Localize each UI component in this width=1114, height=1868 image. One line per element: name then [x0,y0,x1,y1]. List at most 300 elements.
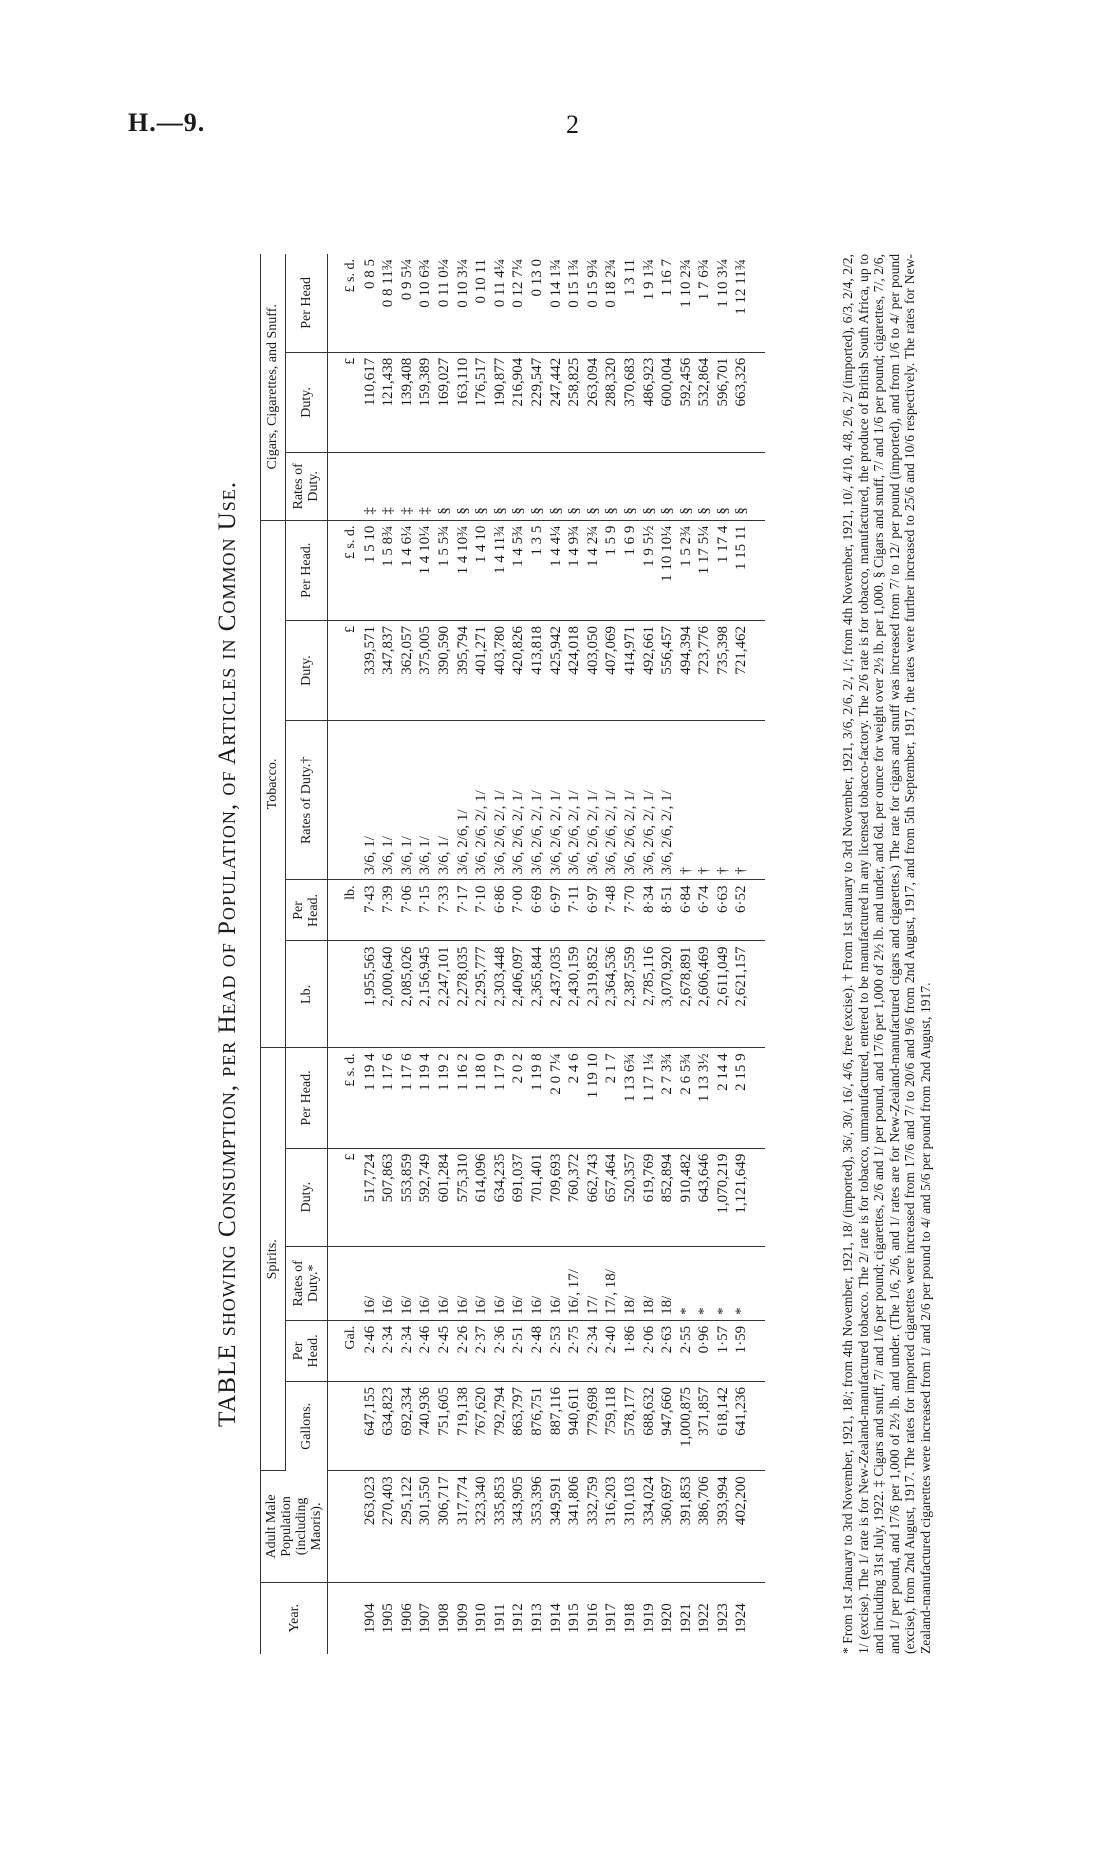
cell-tobacco-per-head: 6·86 [491,880,510,941]
cell-cigars-duty: 486,923 [640,352,659,452]
cell-cigars-per-head: 0 8 5 [361,254,380,352]
cell-spirits-duty: 507,863 [379,1148,398,1246]
table-row [565,254,584,1654]
cell-tobacco-duty: 721,462 [732,620,765,720]
cell-tobacco-rate: 3/6, 1/ [435,721,454,880]
table-row [528,254,547,1654]
cell-tobacco-duty-per-head: 1 17 4 [714,520,733,620]
cell-spirits-duty: 662,743 [584,1148,603,1246]
table-title [214,234,242,1674]
cell-tobacco-duty: 362,057 [398,620,417,720]
cell-tobacco-per-head: 7·43 [361,880,380,941]
cell-spirits-per-head: 2·55 [677,1320,696,1381]
cell-spirits-per-head: 2·63 [658,1320,677,1381]
cell-cigars-duty: 532,864 [695,352,714,452]
cell-gallons: 578,177 [621,1381,640,1470]
cell-tobacco-rate: † [695,721,714,880]
cell-tobacco-duty: 723,776 [695,620,714,720]
cell-tobacco-duty: 492,661 [640,620,659,720]
cell-cigars-rate: § [472,453,491,521]
col-cigars-per-head: Per Head [285,254,327,352]
cell-spirits-rate: 16/ [454,1246,473,1320]
col-tobacco-duty-per-head: Per Head. [285,520,327,620]
cell-tobacco-rate: 3/6, 2/6, 2/, 1/ [509,721,528,880]
cell-cigars-duty: 110,617 [361,352,380,452]
cell-tobacco-lb: 2,365,844 [528,941,547,1048]
cell-spirits-per-head: 2·34 [398,1320,417,1381]
col-cigars-rates: Rates of Duty. [285,453,327,521]
cell-tobacco-rate: 3/6, 2/6, 1/ [454,721,473,880]
cell-tobacco-rate: 3/6, 2/6, 2/, 1/ [602,721,621,880]
cell-population: 310,103 [621,1471,640,1582]
table-row [547,254,566,1654]
col-spirits-per-head: Per Head. [285,1320,327,1381]
cell-tobacco-duty: 390,590 [435,620,454,720]
cell-population: 295,122 [398,1471,417,1582]
col-spirits-duty: Duty. [285,1148,327,1246]
cell-tobacco-duty: 401,271 [472,620,491,720]
cell-year: 1905 [380,1603,397,1634]
cell-spirits-per-head: 1·86 [621,1320,640,1381]
cell-tobacco-rate: 3/6, 1/ [361,721,380,880]
cell-tobacco-duty: 425,942 [547,620,566,720]
cell-spirits-duty: 634,235 [491,1148,510,1246]
cell-tobacco-lb: 2,606,469 [695,941,714,1048]
cell-tobacco-lb: 2,319,852 [584,941,603,1048]
cell-tobacco-per-head: 7·11 [565,880,584,941]
cell-tobacco-per-head: 8·51 [658,880,677,941]
cell-tobacco-duty: 420,826 [509,620,528,720]
cell-spirits-per-head: 2·51 [509,1320,528,1381]
cell-gallons: 647,155 [361,1381,380,1470]
cell-year: 1910 [473,1603,490,1634]
cell-cigars-per-head: 0 13 0 [528,254,547,352]
unit-lb: lb. [328,880,361,941]
cell-spirits-rate: 16/ [435,1246,454,1320]
cell-tobacco-per-head: 6·63 [714,880,733,941]
cell-tobacco-rate: † [714,721,733,880]
cell-tobacco-per-head: 7·17 [454,880,473,941]
cell-year: 1924 [733,1603,750,1634]
cell-population: 270,403 [379,1471,398,1582]
cell-tobacco-per-head: 8·34 [640,880,659,941]
cell-tobacco-lb: 2,611,049 [714,941,733,1048]
cell-spirits-duty-per-head: 1 16 2 [454,1048,473,1148]
cell-cigars-per-head: 0 10 3¼ [454,254,473,352]
cell-tobacco-duty: 339,571 [361,620,380,720]
cell-cigars-duty: 139,408 [398,352,417,452]
unit-lsd: £ s. d. [328,520,361,620]
cell-cigars-duty: 176,517 [472,352,491,452]
cell-cigars-duty: 190,877 [491,352,510,452]
cell-tobacco-rate: 3/6, 1/ [416,721,435,880]
cell-spirits-duty: 614,096 [472,1148,491,1246]
cell-spirits-duty: 691,037 [509,1148,528,1246]
cell-tobacco-duty-per-head: 1 3 5 [528,520,547,620]
cell-tobacco-duty: 403,780 [491,620,510,720]
cell-population: 334,024 [640,1471,659,1582]
table-row [584,254,603,1654]
cell-cigars-per-head: 0 12 7¼ [509,254,528,352]
cell-spirits-rate: 16/ [361,1246,380,1320]
cell-spirits-duty-per-head: 2 7 3¾ [658,1048,677,1148]
cell-cigars-per-head: 0 8 11¾ [379,254,398,352]
cell-cigars-per-head: 1 16 7 [658,254,677,352]
cell-cigars-duty: 663,326 [732,352,765,452]
cell-tobacco-rate: 3/6, 1/ [398,721,417,880]
col-tobacco-duty: Duty. [285,620,327,720]
cell-tobacco-duty-per-head: 1 5 5¾ [435,520,454,620]
cell-spirits-rate: * [677,1246,696,1320]
cell-spirits-per-head: 1·59 [732,1320,765,1381]
cell-spirits-duty: 643,646 [695,1148,714,1246]
cell-gallons: 792,794 [491,1381,510,1470]
cell-tobacco-lb: 2,387,559 [621,941,640,1048]
cell-year: 1908 [435,1603,452,1634]
cell-spirits-per-head: 2·46 [361,1320,380,1381]
cell-tobacco-per-head: 7·48 [602,880,621,941]
table-row [472,254,491,1654]
cell-cigars-rate: § [714,453,733,521]
cell-year: 1920 [659,1603,676,1634]
table-row [435,254,454,1654]
cell-tobacco-duty-per-head: 1 5 2¾ [677,520,696,620]
group-cigars: Cigars, Cigarettes, and Snuff. [261,254,286,520]
cell-spirits-per-head: 2·34 [379,1320,398,1381]
cell-gallons: 940,611 [565,1381,584,1470]
cell-tobacco-lb: 2,303,448 [491,941,510,1048]
cell-tobacco-duty-per-head: 1 5 10 [361,520,380,620]
cell-spirits-per-head: 2·48 [528,1320,547,1381]
cell-tobacco-duty-per-head: 1 4 10¾ [454,520,473,620]
table-row [454,254,473,1654]
cell-year: 1906 [398,1603,415,1634]
table-row [491,254,510,1654]
cell-gallons: 947,660 [658,1381,677,1470]
cell-year: 1915 [566,1603,583,1634]
cell-tobacco-duty: 347,837 [379,620,398,720]
cell-tobacco-lb: 2,785,116 [640,941,659,1048]
cell-tobacco-rate: 3/6, 1/ [379,721,398,880]
cell-tobacco-rate: † [677,721,696,880]
cell-tobacco-duty-per-head: 1 4 4¼ [547,520,566,620]
cell-population: 341,806 [565,1471,584,1582]
cell-cigars-rate: ‡ [398,453,417,521]
cell-tobacco-per-head: 7·39 [379,880,398,941]
cell-spirits-per-head: 1·57 [714,1320,733,1381]
cell-cigars-per-head: 0 10 6¾ [416,254,435,352]
cell-cigars-per-head: 0 15 9¾ [584,254,603,352]
cell-spirits-per-head: 2·75 [565,1320,584,1381]
cell-year: 1904 [361,1603,378,1634]
cell-tobacco-duty-per-head: 1 4 9¾ [565,520,584,620]
cell-gallons: 634,823 [379,1381,398,1470]
cell-cigars-rate: § [528,453,547,521]
cell-cigars-rate: § [677,453,696,521]
col-spirits-duty-per-head: Per Head. [285,1048,327,1148]
cell-tobacco-lb: 2,678,891 [677,941,696,1048]
cell-cigars-rate: § [509,453,528,521]
cell-tobacco-duty-per-head: 1 5 8¾ [379,520,398,620]
table-row [677,254,696,1654]
col-tobacco-rates: Rates of Duty.† [285,721,327,880]
cell-spirits-duty-per-head: 1 17 1¼ [640,1048,659,1148]
cell-tobacco-per-head: 6·74 [695,880,714,941]
cell-cigars-rate: § [547,453,566,521]
cell-year: 1907 [417,1603,434,1634]
cell-spirits-rate: 16/, 17/ [565,1246,584,1320]
cell-spirits-duty-per-head: 1 19 10 [584,1048,603,1148]
cell-tobacco-rate: 3/6, 2/6, 2/, 1/ [491,721,510,880]
cell-cigars-rate: ‡ [361,453,380,521]
title-rest: showing Consumption, per Head of Population, of Articles in Common Use. [214,480,241,1337]
table-row [732,254,765,1654]
cell-tobacco-duty-per-head: 1 10 10¼ [658,520,677,620]
cell-spirits-per-head: 0·96 [695,1320,714,1381]
cell-population: 332,759 [584,1471,603,1582]
cell-spirits-duty-per-head: 1 17 6 [379,1048,398,1148]
cell-spirits-duty-per-head: 1 19 4 [361,1048,380,1148]
cell-gallons: 688,632 [640,1381,659,1470]
cell-spirits-rate: * [695,1246,714,1320]
unit-gal: Gal. [328,1320,361,1381]
cell-cigars-duty: 263,094 [584,352,603,452]
col-population: Adult Male Population (including Maoris). [261,1471,328,1582]
cell-tobacco-per-head: 7·15 [416,880,435,941]
unit-pound: £ [328,1148,361,1246]
cell-spirits-rate: 16/ [416,1246,435,1320]
cell-spirits-rate: 16/ [379,1246,398,1320]
cell-spirits-duty-per-head: 1 19 2 [435,1048,454,1148]
cell-spirits-rate: 16/ [509,1246,528,1320]
cell-spirits-duty-per-head: 1 17 6 [398,1048,417,1148]
cell-spirits-duty: 619,769 [640,1148,659,1246]
cell-spirits-per-head: 2·45 [435,1320,454,1381]
cell-tobacco-rate: † [732,721,765,880]
col-spirits-rates: Rates of Duty.* [285,1246,327,1320]
table-row [509,254,528,1654]
cell-tobacco-lb: 2,621,157 [732,941,765,1048]
cell-cigars-duty: 163,110 [454,352,473,452]
cell-spirits-per-head: 2·06 [640,1320,659,1381]
cell-spirits-rate: 18/ [621,1246,640,1320]
cell-cigars-per-head: 1 10 3¼ [714,254,733,352]
cell-tobacco-duty-per-head: 1 4 10¼ [416,520,435,620]
cell-cigars-rate: § [640,453,659,521]
unit-pound: £ [328,352,361,452]
cell-cigars-rate: § [454,453,473,521]
cell-spirits-duty: 760,372 [565,1148,584,1246]
cell-spirits-duty: 701,401 [528,1148,547,1246]
cell-tobacco-duty-per-head: 1 17 5¼ [695,520,714,620]
cell-tobacco-duty: 414,971 [621,620,640,720]
cell-tobacco-duty-per-head: 1 9 5½ [640,520,659,620]
cell-spirits-duty-per-head: 2 0 2 [509,1048,528,1148]
cell-cigars-per-head: 0 15 1¾ [565,254,584,352]
cell-tobacco-per-head: 7·06 [398,880,417,941]
cell-spirits-duty-per-head: 1 19 4 [416,1048,435,1148]
cell-cigars-rate: § [695,453,714,521]
footnotes: * From 1st January to 3rd November, 1921, 18/; from 4th November, 1921, 18/ (imported), 36/, 30/, 16/, 4/6, free (excise). † From 1st January to 3rd November, 1921, 3/6, 2/6, 2/, 1/; from 4th November, 1921, 10/, 4/10, 4/8, 2/6, 2/ (imported), 6/3, 2/4, 2/2, 1/ (excise). The 1/ rate is for New-Zealand-manufactured tobacco. The 2/ rate is for tobacco, unmanufactured, entered to be manufactured in any licensed tobacco-factory. The 2/6 rate is for tobacco, manufactured, the produce of British South Africa, up to and including 31st July, 1922. ‡ Cigars and snuff, 7/ and 1/6 per pound; cigarettes, 2/6 and 1/ per pound, and 17/6 per 1,000 of 2½ lb. and under, and 6d. per ounce for weight over 2½ lb. per 1,000. § Cigars and snuff, 7/ and 1/6 per pound; cigarettes, 7/, 2/6, and 1/ per pound, and 17/6 per 1,000 of 2½ lb. and under. (The 1/6, 2/6, and 1/ rates are for New-Zealand-manufactured cigars and cigarettes.) The rate for cigars and snuff was increased from 7/ to 12/ per pound (imported), and from 1/6 to 4/ per pound (excise), from 2nd August, 1917. The rates for imported cigarettes were increased from 17/6 and 7/ to 20/6 and 9/6 from 2nd August, 1917, and from 5th September, 1917, the rates were further increased to 25/6 and 10/6 respectively. The rates for New-Zealand-manufactured cigarettes were increased from 1/ and 2/6 per pound to 4/ and 5/6 per pound from 2nd August, 1917. [840,254,933,1654]
cell-tobacco-lb: 2,295,777 [472,941,491,1048]
cell-tobacco-per-head: 7·33 [435,880,454,941]
cell-gallons: 779,698 [584,1381,603,1470]
cell-gallons: 1,000,875 [677,1381,696,1470]
cell-spirits-duty-per-head: 2 4 6 [565,1048,584,1148]
cell-gallons: 371,857 [695,1381,714,1470]
cell-population: 360,697 [658,1471,677,1582]
cell-gallons: 863,797 [509,1381,528,1470]
cell-spirits-per-head: 2·37 [472,1320,491,1381]
table-row [714,254,733,1654]
cell-tobacco-lb: 2,430,159 [565,941,584,1048]
cell-cigars-rate: ‡ [379,453,398,521]
cell-tobacco-lb: 2,085,026 [398,941,417,1048]
cell-spirits-duty: 520,357 [621,1148,640,1246]
cell-population: 393,994 [714,1471,733,1582]
cell-gallons: 876,751 [528,1381,547,1470]
cell-tobacco-rate: 3/6, 2/6, 2/, 1/ [584,721,603,880]
cell-gallons: 759,118 [602,1381,621,1470]
cell-spirits-duty: 1,070,219 [714,1148,733,1246]
cell-tobacco-duty-per-head: 1 4 6¼ [398,520,417,620]
cell-cigars-duty: 159,389 [416,352,435,452]
cell-spirits-duty: 657,464 [602,1148,621,1246]
cell-population: 343,905 [509,1471,528,1582]
cell-gallons: 641,236 [732,1381,765,1470]
cell-spirits-per-head: 2·40 [602,1320,621,1381]
cell-gallons: 692,334 [398,1381,417,1470]
cell-cigars-per-head: 0 11 0¼ [435,254,454,352]
cell-spirits-rate: 18/ [640,1246,659,1320]
cell-spirits-duty: 553,859 [398,1148,417,1246]
cell-tobacco-per-head: 6·97 [547,880,566,941]
cell-gallons: 719,138 [454,1381,473,1470]
cell-spirits-rate: 16/ [472,1246,491,1320]
cell-year: 1921 [677,1603,694,1634]
cell-spirits-duty-per-head: 1 13 6¾ [621,1048,640,1148]
cell-spirits-duty-per-head: 1 17 9 [491,1048,510,1148]
cell-tobacco-duty: 494,394 [677,620,696,720]
cell-spirits-per-head: 2·34 [584,1320,603,1381]
unit-lsd: £ s. d. [328,1048,361,1148]
col-lb: Lb. [285,941,327,1048]
cell-spirits-duty: 517,724 [361,1148,380,1246]
cell-cigars-duty: 216,904 [509,352,528,452]
cell-tobacco-lb: 3,070,920 [658,941,677,1048]
cell-population: 316,203 [602,1471,621,1582]
cell-tobacco-lb: 2,406,097 [509,941,528,1048]
cell-cigars-rate: § [435,453,454,521]
cell-spirits-rate: 16/ [528,1246,547,1320]
cell-cigars-duty: 121,438 [379,352,398,452]
cell-tobacco-rate: 3/6, 2/6, 2/, 1/ [621,721,640,880]
cell-population: 353,396 [528,1471,547,1582]
cell-year: 1917 [603,1603,620,1634]
cell-tobacco-per-head: 6·84 [677,880,696,941]
cell-tobacco-lb: 2,437,035 [547,941,566,1048]
table-row [361,254,380,1654]
cell-cigars-per-head: 1 3 11 [621,254,640,352]
cell-tobacco-lb: 2,000,640 [379,941,398,1048]
table-row [658,254,677,1654]
cell-year: 1919 [640,1603,657,1634]
cell-tobacco-duty: 424,018 [565,620,584,720]
cell-tobacco-lb: 2,247,101 [435,941,454,1048]
cell-spirits-rate: * [714,1246,733,1320]
cell-spirits-per-head: 2·53 [547,1320,566,1381]
cell-spirits-rate: 18/ [658,1246,677,1320]
cell-cigars-per-head: 0 18 2¾ [602,254,621,352]
cell-spirits-rate: 16/ [398,1246,417,1320]
cell-spirits-duty-per-head: 1 18 0 [472,1048,491,1148]
units-row [328,254,361,1654]
cell-tobacco-per-head: 6·52 [732,880,765,941]
cell-gallons: 751,605 [435,1381,454,1470]
cell-gallons: 767,620 [472,1381,491,1470]
cell-tobacco-lb: 1,955,563 [361,941,380,1048]
cell-gallons: 887,116 [547,1381,566,1470]
cell-spirits-per-head: 2·26 [454,1320,473,1381]
cell-tobacco-rate: 3/6, 2/6, 2/, 1/ [640,721,659,880]
cell-tobacco-duty-per-head: 1 5 9 [602,520,621,620]
col-tobacco-per-head: Per Head. [285,880,327,941]
cell-spirits-rate: 16/ [547,1246,566,1320]
cell-year: 1911 [491,1603,508,1633]
cell-population: 317,774 [454,1471,473,1582]
cell-spirits-per-head: 2·46 [416,1320,435,1381]
page-code: H.—9. [128,108,206,137]
cell-cigars-duty: 600,004 [658,352,677,452]
cell-cigars-per-head: 0 9 5¼ [398,254,417,352]
rotated-table-block [214,234,933,1674]
cell-population: 391,853 [677,1471,696,1582]
table-row [398,254,417,1654]
cell-tobacco-per-head: 6·97 [584,880,603,941]
col-gallons: Gallons. [285,1381,327,1470]
cell-spirits-duty: 592,749 [416,1148,435,1246]
table-row [416,254,435,1654]
cell-population: 349,591 [547,1471,566,1582]
cell-cigars-duty: 596,701 [714,352,733,452]
cell-tobacco-rate: 3/6, 2/6, 2/, 1/ [565,721,584,880]
cell-cigars-duty: 258,825 [565,352,584,452]
group-spirits: Spirits. [261,1048,286,1471]
cell-spirits-duty-per-head: 2 0 7¼ [547,1048,566,1148]
cell-spirits-duty: 910,482 [677,1148,696,1246]
cell-cigars-duty: 169,027 [435,352,454,452]
cell-tobacco-lb: 2,156,945 [416,941,435,1048]
cell-tobacco-duty-per-head: 1 15 11 [732,520,765,620]
cell-year: 1913 [528,1603,545,1634]
consumption-table [260,254,765,1654]
cell-cigars-rate: § [658,453,677,521]
cell-tobacco-lb: 2,364,536 [602,941,621,1048]
cell-tobacco-duty: 403,050 [584,620,603,720]
title-main: TABLE [214,1343,241,1428]
cell-tobacco-per-head: 7·10 [472,880,491,941]
cell-spirits-rate: * [732,1246,765,1320]
cell-cigars-per-head: 1 12 11¾ [732,254,765,352]
page-number: 2 [566,110,579,139]
cell-population: 386,706 [695,1471,714,1582]
cell-cigars-per-head: 0 11 4¼ [491,254,510,352]
table-row [621,254,640,1654]
cell-tobacco-lb: 2,278,035 [454,941,473,1048]
cell-tobacco-duty: 556,457 [658,620,677,720]
cell-tobacco-duty: 395,794 [454,620,473,720]
cell-cigars-rate: § [491,453,510,521]
